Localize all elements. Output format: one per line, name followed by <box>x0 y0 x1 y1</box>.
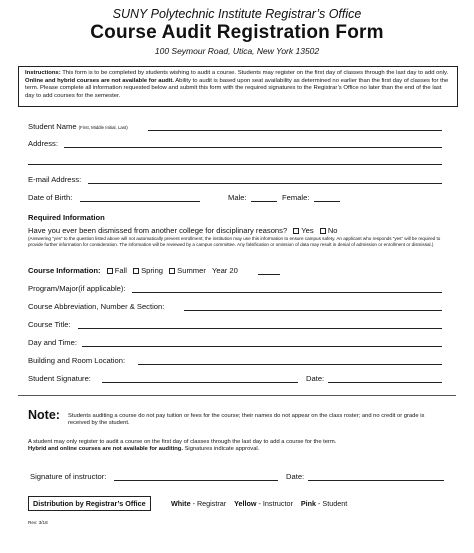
student-signature-label: Student Signature: <box>28 374 91 383</box>
student-name-hint: (First, Middle Initial, Last) <box>78 125 128 130</box>
yes-label: Yes <box>301 226 314 235</box>
dismissal-question-text: Have you ever been dismissed from another college for disciplinary reasons? <box>28 226 288 235</box>
instructions-text-1: This form is to be completed by students wishing to audit a course. Students may register on the first day of classes through the last day to add only. <box>62 70 449 76</box>
room-label: Building and Room Location: <box>28 356 126 365</box>
dob-label: Date of Birth: <box>28 193 73 202</box>
female-field[interactable] <box>314 201 340 202</box>
address-field-2[interactable] <box>28 164 442 165</box>
instructions-box <box>18 66 458 107</box>
email-field[interactable] <box>88 183 442 184</box>
note-line-1a <box>68 413 444 427</box>
male-label: Male: <box>228 193 247 202</box>
instructions-bold: Online and hybrid courses are not available for audit. <box>25 77 174 84</box>
course-abbrev-label: Course Abbreviation, Number & Section: <box>28 302 165 311</box>
spring-checkbox[interactable] <box>133 268 139 274</box>
fall-label: Fall <box>114 266 127 275</box>
address-field-1[interactable] <box>64 147 442 148</box>
distribution-box: Distribution by Registrar’s Office <box>28 496 151 511</box>
section-divider <box>18 395 456 396</box>
note-line-2: A student may only register to audit a course on the first day of classes through the last day to add a course for the term. <box>28 439 337 445</box>
note-line-3: Signatures indicate approval. <box>184 446 260 453</box>
white-copy: White <box>171 499 191 508</box>
course-title-label: Course Title: <box>28 320 71 329</box>
student-name-label <box>28 122 128 131</box>
instructor-signature-field[interactable] <box>114 480 278 481</box>
email-label: E-mail Address: <box>28 175 82 184</box>
instructor-signature-label: Signature of instructor: <box>30 472 107 481</box>
office-address: 100 Seymour Road, Utica, New York 13502 <box>154 46 320 56</box>
office-name: SUNY Polytechnic Institute Registrar’s Office <box>112 7 362 21</box>
distribution-list <box>171 499 347 508</box>
instructions-label: Instructions: <box>25 70 61 76</box>
instructor-date-field[interactable] <box>308 480 444 481</box>
dob-field[interactable] <box>80 201 200 202</box>
spring-label: Spring <box>141 266 164 275</box>
course-info-label: Course Information: <box>28 266 101 275</box>
student-name-text: Student Name <box>28 122 77 131</box>
program-label: Program/Major(if applicable): <box>28 284 126 293</box>
white-copy-dest: - Registrar <box>192 499 227 508</box>
student-signature-field[interactable] <box>102 382 298 383</box>
day-time-label: Day and Time: <box>28 338 77 347</box>
note-line-3-bold: Hybrid and online courses are not available for auditing. <box>28 446 183 453</box>
note-heading: Note: <box>28 408 60 422</box>
required-info-heading: Required Information <box>28 213 105 222</box>
form-title: Course Audit Registration Form <box>90 22 384 43</box>
room-field[interactable] <box>138 364 442 365</box>
yellow-copy: Yellow <box>234 499 257 508</box>
student-date-field[interactable] <box>328 382 442 383</box>
yellow-copy-dest: - Instructor <box>258 499 293 508</box>
student-name-field[interactable] <box>148 130 442 131</box>
instructor-date-label: Date: <box>286 472 305 481</box>
note-line-1: Students auditing a course do not pay tuition or fees for the course; their names do not appear on the class roster; and no credit or grade is received by the student. <box>68 413 425 427</box>
revision-label: Rev: 3/18 <box>28 520 48 525</box>
course-abbrev-field[interactable] <box>184 310 442 311</box>
program-field[interactable] <box>132 292 442 293</box>
instructions-text-2: Ability to audit is based upon seat availability as determined no earlier than the first day of classes for the term. Please complete all information requested below and submit this form with the required signatures to the Registrar’s Office no later than the end of the last day to add courses for the semester. <box>25 77 449 99</box>
pink-copy: Pink <box>300 499 317 508</box>
fall-checkbox[interactable] <box>107 268 113 274</box>
course-info-row <box>28 266 238 275</box>
dismissal-fineprint: (Answering “yes” to the question listed above will not automatically prevent enrollment; the institution may use this information to ensure campus safety. An applicant who responds “yes” will be required to provide further information for consideration. The information will be reviewed by a campus committee. Any falsification or omission of data may result in denial of admission or enrollment or dismissal.) <box>28 236 441 247</box>
dismissal-question <box>28 226 338 235</box>
year-label: Year 20 <box>211 266 238 275</box>
yes-checkbox[interactable] <box>293 228 299 234</box>
course-title-field[interactable] <box>78 328 442 329</box>
summer-label: Summer <box>177 266 206 275</box>
address-label: Address: <box>28 139 58 148</box>
summer-checkbox[interactable] <box>169 268 175 274</box>
day-time-field[interactable] <box>82 346 442 347</box>
student-date-label: Date: <box>306 374 325 383</box>
no-label: No <box>327 226 338 235</box>
year-field[interactable] <box>258 274 280 275</box>
pink-copy-dest: - Student <box>318 499 348 508</box>
no-checkbox[interactable] <box>320 228 326 234</box>
note-line-2-wrap <box>28 439 444 453</box>
male-field[interactable] <box>251 201 277 202</box>
female-label: Female: <box>282 193 310 202</box>
